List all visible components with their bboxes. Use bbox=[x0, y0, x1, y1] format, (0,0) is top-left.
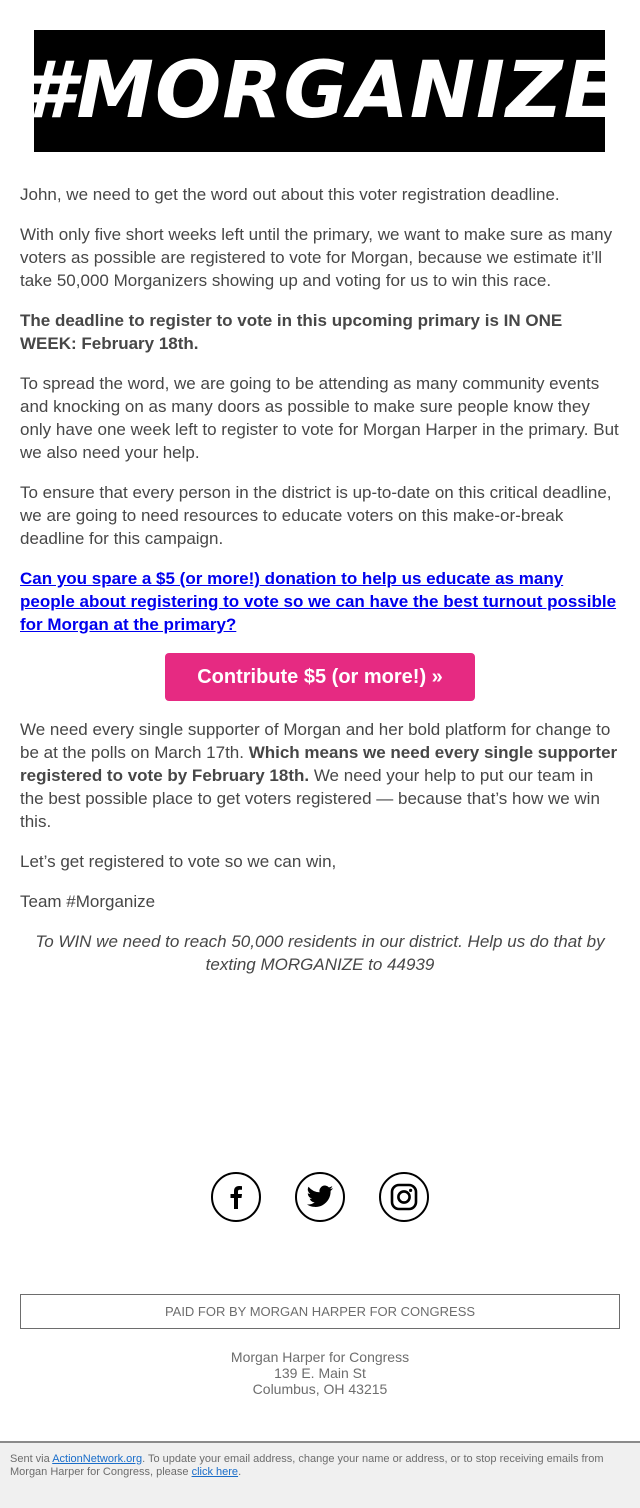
paragraph-primary: With only five short weeks left until the primary, we want to make sure as many voters as possible are registered to vote for Morgan, because we estimate it’ll take 50,000 Morganizers showing up and voting for us to win this race. bbox=[20, 225, 613, 290]
mailing-address bbox=[0, 1349, 640, 1397]
donate-link[interactable]: Can you spare a $5 (or more!) donation to help us educate as many people about registering to vote so we can have the best turnout possible for Morgan at the primary? bbox=[20, 569, 617, 634]
morganize-banner bbox=[21, 30, 618, 152]
email-footer: Sent via ActionNetwork.org. To update your email address, change your name or address, or to stop receiving emails from Morgan Harper for Congress, please click here. bbox=[0, 1441, 640, 1508]
deadline-notice: The deadline to register to vote in this upcoming primary is IN ONE WEEK: February 18th. bbox=[20, 311, 563, 353]
address-name: Morgan Harper for Congress bbox=[230, 1349, 410, 1365]
paragraph-resources: To ensure that every person in the district is up-to-date on this critical deadline, we are going to need resources to educate voters on this make-or-break deadline for this campaign. bbox=[20, 483, 612, 548]
signoff: Let’s get registered to vote so we can win, bbox=[20, 852, 337, 871]
social-links bbox=[0, 1172, 640, 1222]
unsubscribe-link[interactable]: click here bbox=[191, 1466, 239, 1478]
instagram-icon[interactable] bbox=[379, 1172, 429, 1222]
address-city: Columbus, OH 43215 bbox=[252, 1381, 388, 1397]
donate-paragraph bbox=[20, 567, 620, 636]
paid-for-disclaimer: PAID FOR BY MORGAN HARPER FOR CONGRESS bbox=[20, 1294, 620, 1329]
paragraph-polls: We need every single supporter of Morgan and her bold platform for change to be at the polls on March 17th. Which means we need every single supporter registered to vote by February 18th. We need your help to put our team in the best possible place to get voters registered — because that’s how we win this. bbox=[20, 720, 618, 831]
banner-text: #MORGANIZE bbox=[21, 46, 618, 136]
actionnetwork-link[interactable]: ActionNetwork.org bbox=[52, 1453, 143, 1465]
contribute-button[interactable]: Contribute $5 (or more!) » bbox=[165, 653, 475, 701]
address-street: 139 E. Main St bbox=[274, 1365, 366, 1381]
paragraph-spread-word: To spread the word, we are going to be attending as many community events and knocking on as many doors as possible to make sure people know they only have one week left to register to vote for Morgan Harper in the primary. But we also need your help. bbox=[20, 374, 619, 462]
email-body bbox=[20, 183, 620, 993]
button-wrapper bbox=[20, 653, 620, 701]
facebook-icon[interactable] bbox=[211, 1172, 261, 1222]
team-signature: Team #Morganize bbox=[20, 892, 156, 911]
twitter-icon[interactable] bbox=[295, 1172, 345, 1222]
greeting: John, we need to get the word out about this voter registration deadline. bbox=[20, 185, 560, 204]
closing-message: To WIN we need to reach 50,000 residents in our district. Help us do that by texting MORGANIZE to 44939 bbox=[35, 932, 605, 974]
